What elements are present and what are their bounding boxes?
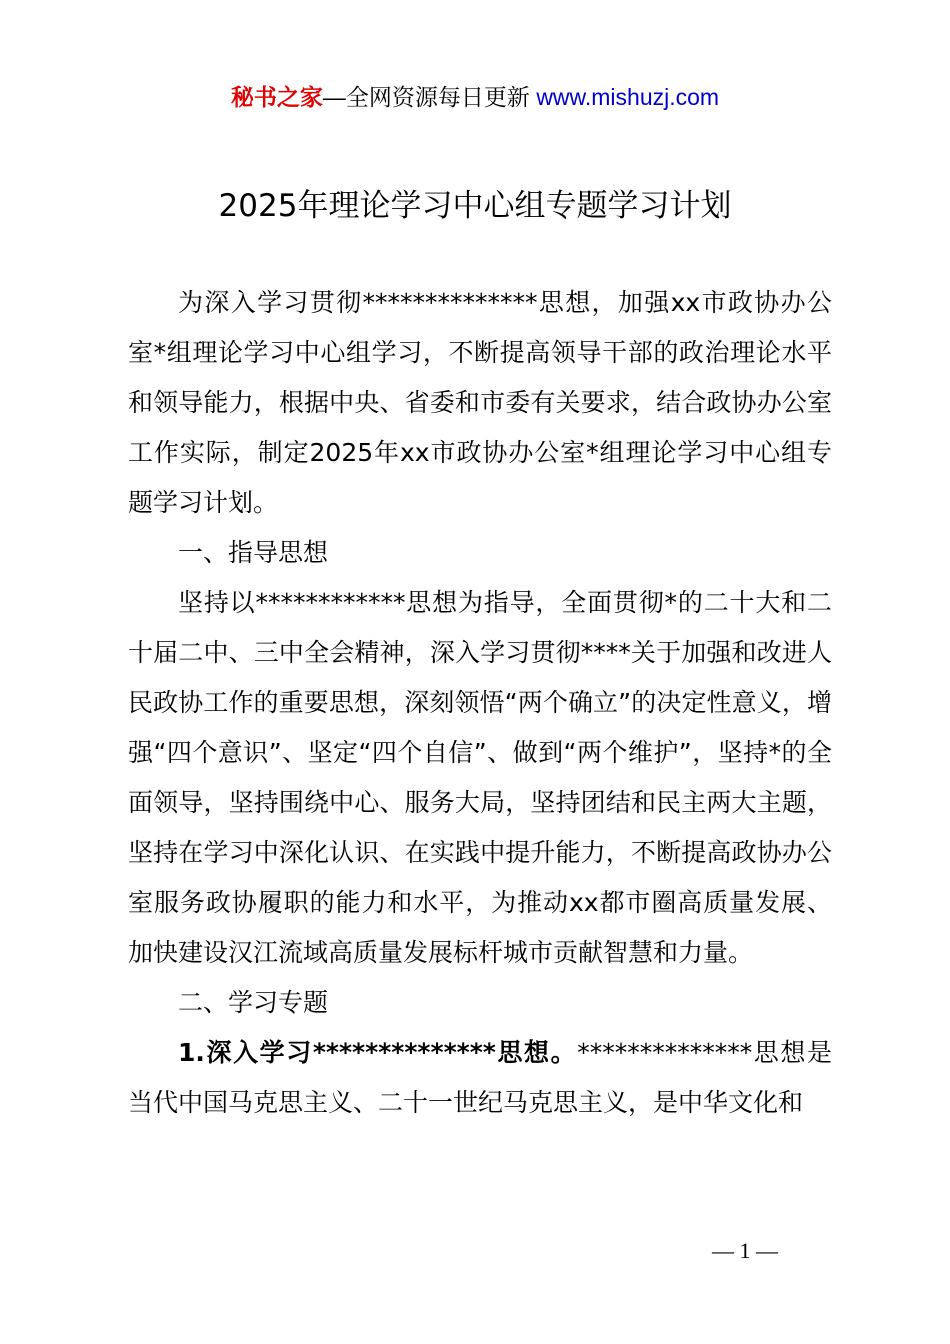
document-body bbox=[128, 278, 832, 1128]
page-number: — 1 — bbox=[712, 1238, 778, 1263]
guiding-thought-paragraph: 坚持以************思想为指导，全面贯彻*的二十大和二十届二中、三中全会精神，深入学习贯彻****关于加强和改进人民政协工作的重要思想，深刻领悟“两个确立”的决定性意义，增强“四个意识”、坚定“四个自信”、做到“两个维护”，坚持*的全面领导，坚持围绕中心、服务大局，坚持团结和民主两大主题，坚持在学习中深化认识、在实践中提升能力，不断提高政协办公室服务政协履职的能力和水平，为推动xx都市圈高质量发展、加快建设汉江流域高质量发展标杆城市贡献智慧和力量。 bbox=[128, 588, 832, 967]
site-header bbox=[0, 80, 950, 114]
brand-name: 秘书之家 bbox=[230, 84, 323, 110]
section-heading-guiding-thought: 一、指导思想 bbox=[178, 538, 329, 567]
document-title: 2025年理论学习中心组专题学习计划 bbox=[218, 188, 732, 224]
study-topic-item-1 bbox=[128, 1028, 832, 1128]
site-url-link[interactable]: www.mishuzj.com bbox=[536, 84, 720, 110]
study-topic-1-lead: 1.深入学习**************思想。 bbox=[178, 1038, 578, 1067]
intro-paragraph: 为深入学习贯彻**************思想，加强xx市政协办公室*组理论学习中心组学习，不断提高领导干部的政治理论水平和领导能力，根据中央、省委和市委有关要求，结合政协办公室工作实际，制定2025年xx市政协办公室*组理论学习中心组专题学习计划。 bbox=[128, 288, 832, 517]
section-heading-study-topics: 二、学习专题 bbox=[178, 988, 329, 1017]
study-topic-1-text: **************思想是当代中国马克思主义、二十一世纪马克思主义，是中华文化和 bbox=[128, 1038, 832, 1117]
header-tagline: —全网资源每日更新 bbox=[322, 84, 530, 110]
